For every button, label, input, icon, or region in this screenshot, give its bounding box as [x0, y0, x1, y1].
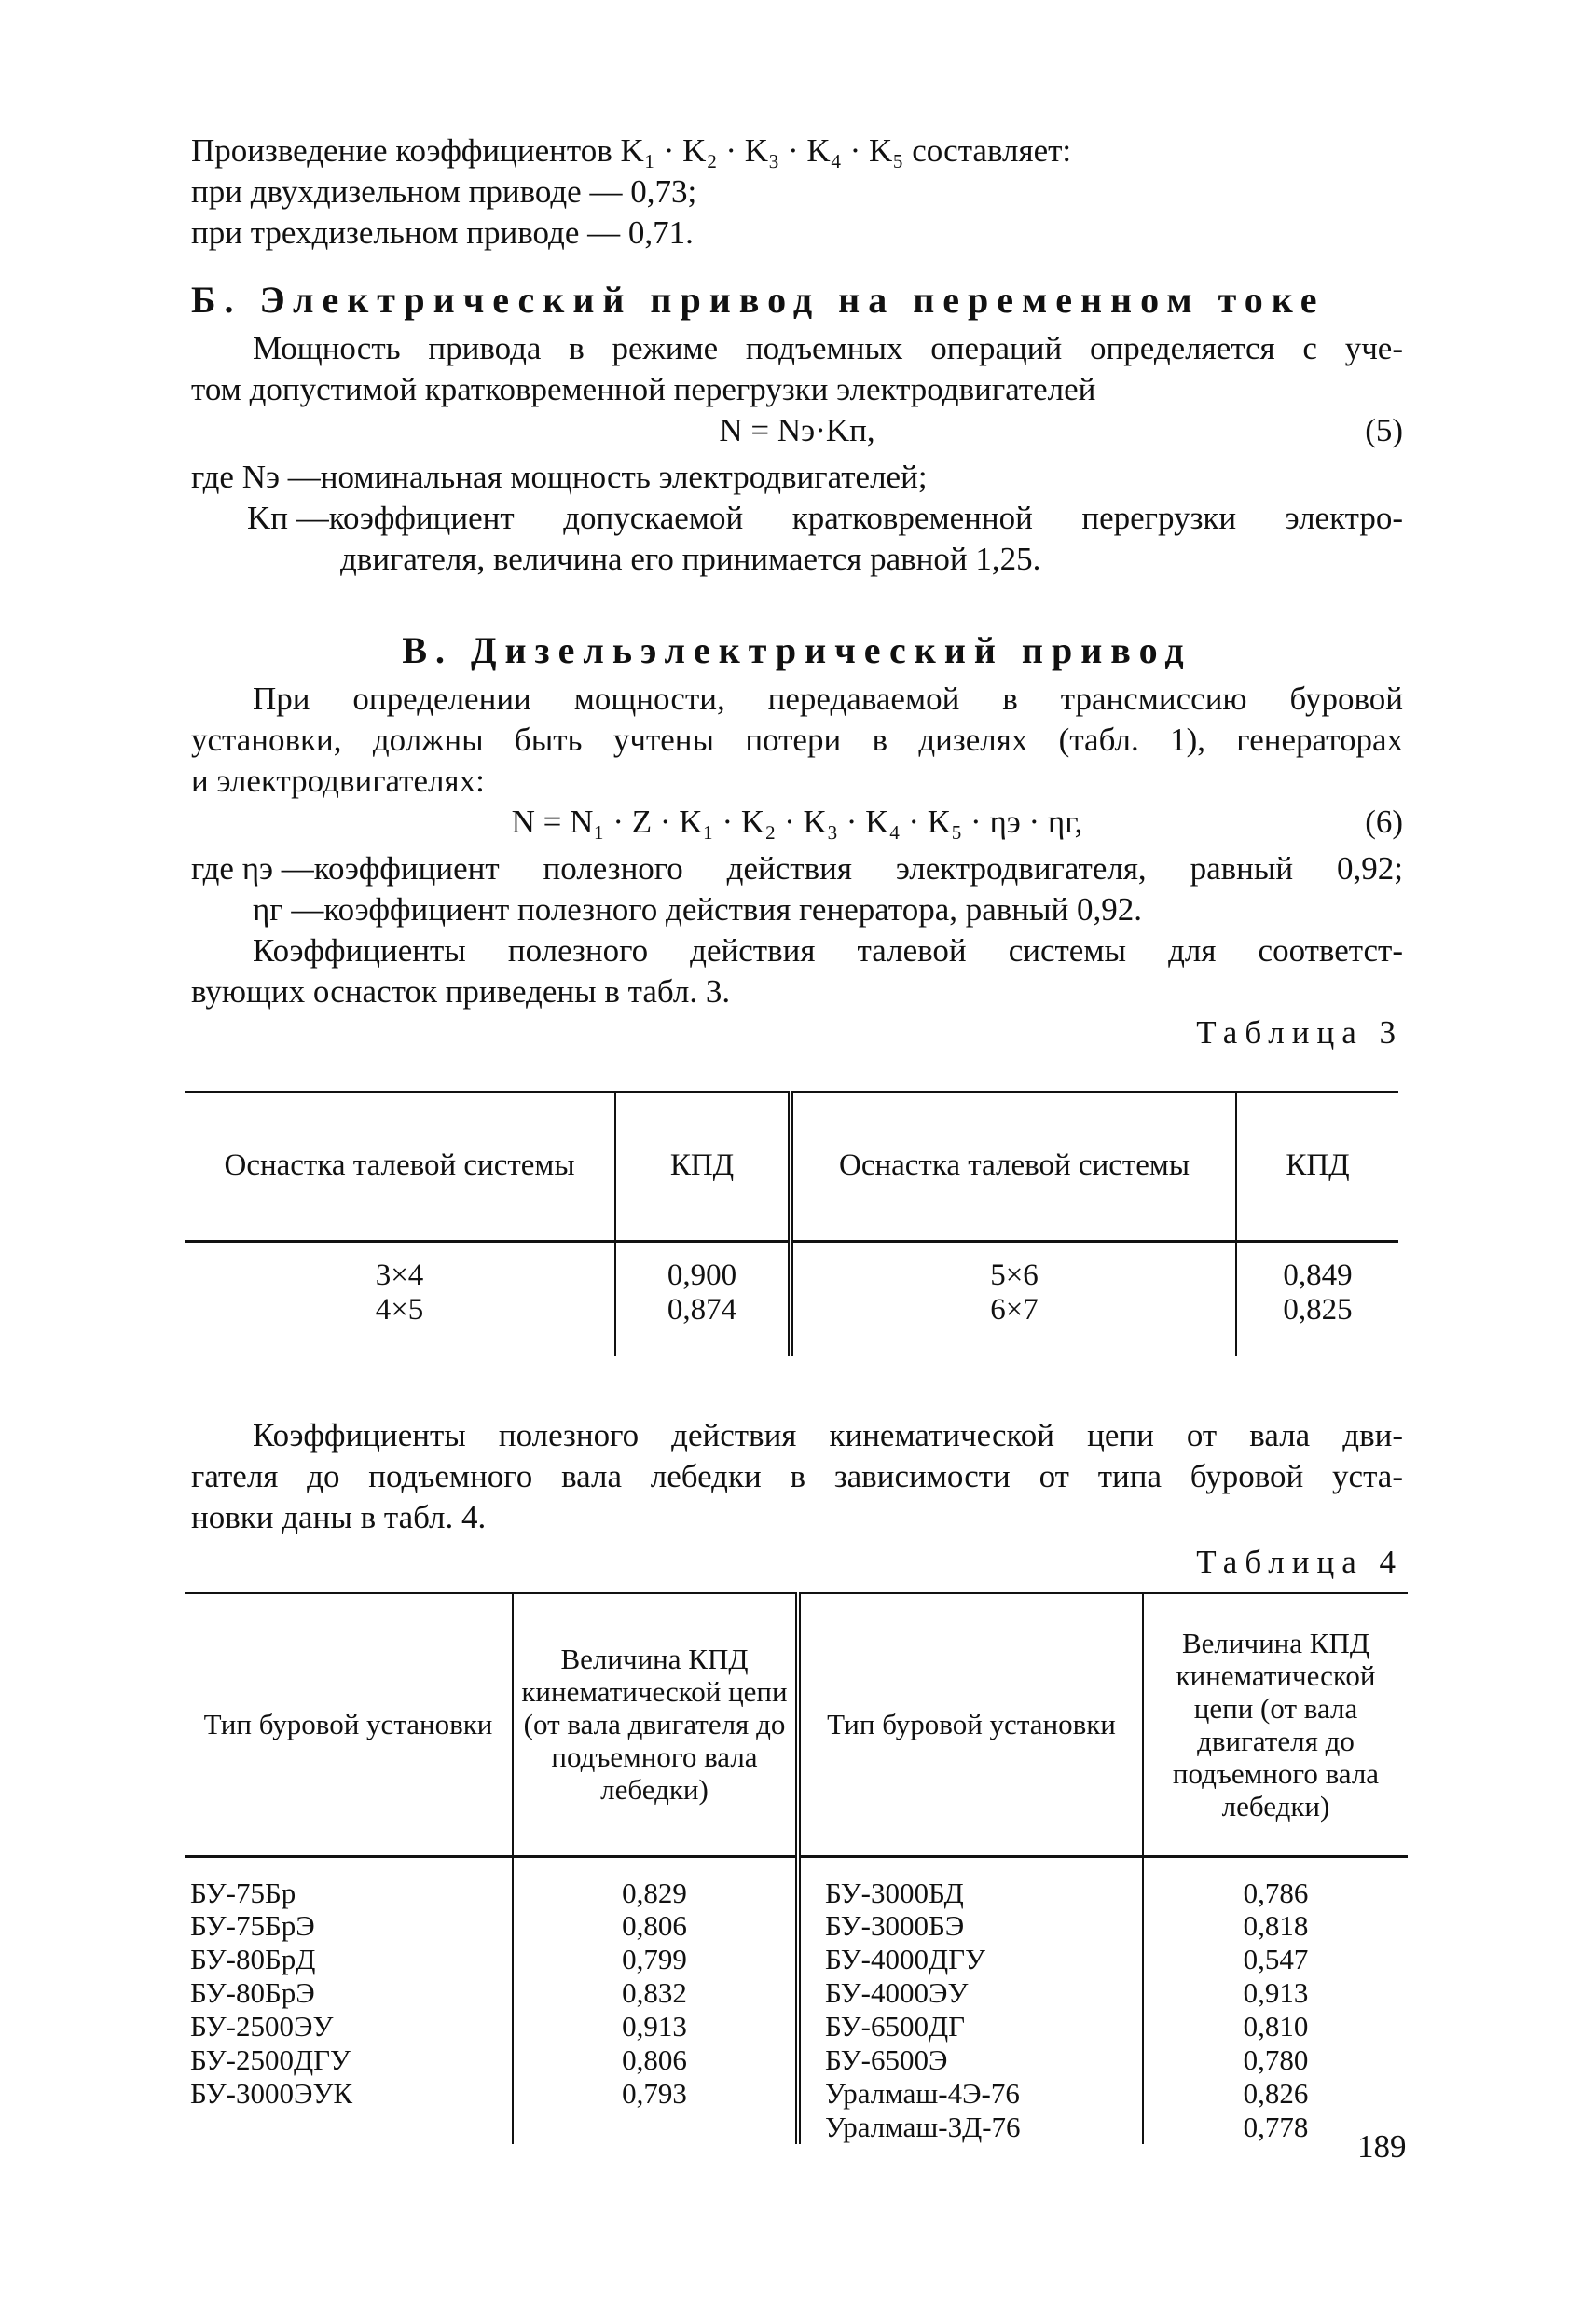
- section-v-para2-line-2: вующих оснасток приведены в табл. 3.: [191, 973, 731, 1010]
- section-v-para2-line-1: Коэффициенты полезного действия талевой системы для соответст-: [253, 932, 1403, 969]
- table-cell: 3×4: [185, 1241, 615, 1293]
- table-cell: 6×7: [791, 1293, 1236, 1356]
- table-cell: БУ-4000ЭУ: [798, 1976, 1143, 2010]
- table-row: [185, 2111, 1408, 2144]
- section-b-para-line-1: Мощность привода в режиме подъемных операций определяется с уче-: [253, 330, 1403, 366]
- table-cell: 0,778: [1243, 2111, 1309, 2143]
- intro-block: [191, 131, 1403, 254]
- section-v-heading: В. Дизельэлектрический привод: [402, 629, 1192, 671]
- table-row: [185, 2077, 1408, 2111]
- table-4-header-row: [185, 1593, 1408, 1856]
- definition-eta-e-text: коэффициент полезного действия электродвигателя, равный 0,92;: [313, 850, 1403, 887]
- table-row: [185, 2010, 1408, 2043]
- table-cell: БУ-6500ДГ: [798, 2010, 1143, 2043]
- table-cell: БУ-75БрЭ: [185, 1909, 513, 1943]
- table-cell: 0,806: [513, 2043, 798, 2077]
- table-3: [185, 1091, 1398, 1356]
- formula-6-row: [191, 802, 1403, 848]
- table-cell: 4×5: [185, 1293, 615, 1356]
- formula-6: N = N₁ · Z · K₁ · K₂ · K₃ · K₄ · K₅ · ηэ · ηг,: [511, 804, 1083, 840]
- formula-5: N = Nэ·Kп,: [719, 412, 875, 448]
- table-row: [185, 1976, 1408, 2010]
- table-cell: БУ-3000ЭУК: [185, 2077, 513, 2111]
- table-cell: БУ-6500Э: [798, 2043, 1143, 2077]
- intro-line-1: Произведение коэффициентов K₁ · K₂ · K₃ · K₄ · K₅ составляет:: [191, 132, 1072, 169]
- section-v-para-line-2: установки, должны быть учтены потери в дизелях (табл. 1), генераторах: [191, 722, 1403, 758]
- table-cell: 0,829: [513, 1856, 798, 1909]
- table-4-header-efficiency-2: Величина КПД кинематической цепи (от вала двигателя до подъемного вала лебедки): [1143, 1593, 1408, 1856]
- intro-line-2: при двухдизельном приводе — 0,73;: [191, 173, 697, 210]
- intro-line-3: при трехдизельном приводе — 0,71.: [191, 214, 694, 251]
- definition-eta-e: [191, 848, 1403, 889]
- table-4-intro-line-1: Коэффициенты полезного действия кинематической цепи от вала дви-: [253, 1417, 1403, 1453]
- table-cell: 0,825: [1283, 1293, 1353, 1327]
- formula-5-row: [191, 410, 1403, 457]
- table-cell: БУ-3000БЭ: [798, 1909, 1143, 1943]
- table-row: [185, 1293, 1398, 1356]
- table-4-intro: [191, 1415, 1403, 1583]
- table-row: [185, 1943, 1408, 1976]
- table-4-title: Таблица 4: [1196, 1544, 1403, 1580]
- table-cell: 0,793: [513, 2077, 798, 2111]
- definition-eta-g: [191, 889, 1403, 930]
- table-row: [185, 2043, 1408, 2077]
- table-cell: 0,547: [1243, 1943, 1309, 1975]
- definition-k-p: [191, 498, 1403, 539]
- table-cell: БУ-2500ЭУ: [185, 2010, 513, 2043]
- definition-n-e: [191, 457, 1403, 498]
- table-cell: 0,913: [1243, 1976, 1309, 2009]
- table-cell: Уралмаш-4Э-76: [798, 2077, 1143, 2111]
- table-cell: 0,849: [1283, 1259, 1353, 1292]
- definition-n-e-symbol: где Nэ —: [191, 459, 321, 495]
- table-cell: 0,818: [1243, 1909, 1309, 1942]
- table-cell: 0,832: [513, 1976, 798, 2010]
- table-3-header-efficiency-2: КПД: [1236, 1092, 1398, 1241]
- table-4-header-efficiency: Величина КПД кинематической цепи (от вала двигателя до подъемного вала лебедки): [513, 1593, 798, 1856]
- table-3-header-rigging-2: Оснастка талевой системы: [791, 1092, 1236, 1241]
- table-4-intro-line-2: гателя до подъемного вала лебедки в зависимости от типа буровой уста-: [191, 1458, 1403, 1494]
- section-v: [191, 630, 1403, 1053]
- table-cell: 0,810: [1243, 2010, 1309, 2043]
- section-b: [191, 280, 1403, 580]
- section-b-heading: Б. Электрический привод на переменном токе: [191, 279, 1326, 321]
- table-3-header-row: [185, 1092, 1398, 1241]
- table-cell: БУ-3000БД: [798, 1856, 1143, 1909]
- table-cell: БУ-4000ДГУ: [798, 1943, 1143, 1976]
- table-cell: 0,874: [615, 1293, 791, 1356]
- table-cell: 0,780: [1243, 2043, 1309, 2076]
- table-4: [185, 1592, 1408, 2144]
- definition-k-p-continuation: двигателя, величина его принимается равной 1,25.: [340, 541, 1041, 577]
- table-cell: 5×6: [791, 1241, 1236, 1293]
- table-cell: 0,900: [615, 1241, 791, 1293]
- page-number: 189: [1357, 2128, 1407, 2165]
- table-row: [185, 1909, 1408, 1943]
- definition-k-p-symbol: Kп —: [247, 500, 329, 536]
- section-v-para-line-1: При определении мощности, передаваемой в трансмиссию буровой: [253, 681, 1403, 717]
- table-cell: [185, 2111, 513, 2144]
- definition-eta-g-symbol: ηг —: [253, 891, 324, 928]
- table-4-header-type-2: Тип буровой установки: [798, 1593, 1143, 1856]
- table-3-title: Таблица 3: [1196, 1014, 1403, 1051]
- formula-5-number: (5): [1365, 412, 1403, 448]
- definition-eta-e-symbol: где ηэ —: [191, 850, 314, 887]
- table-row: [185, 1241, 1398, 1293]
- table-4-header-type: Тип буровой установки: [185, 1593, 513, 1856]
- table-4-intro-line-3: новки даны в табл. 4.: [191, 1499, 487, 1535]
- table-row: [185, 1856, 1408, 1909]
- section-v-para-line-3: и электродвигателях:: [191, 763, 485, 799]
- table-3-header-rigging: Оснастка талевой системы: [185, 1092, 615, 1241]
- table-cell: БУ-80БрЭ: [185, 1976, 513, 2010]
- table-cell: БУ-2500ДГУ: [185, 2043, 513, 2077]
- table-cell: 0,786: [1243, 1876, 1309, 1909]
- table-cell: 0,826: [1243, 2077, 1309, 2110]
- definition-eta-g-text: коэффициент полезного действия генератора, равный 0,92.: [323, 891, 1143, 928]
- table-cell: 0,913: [513, 2010, 798, 2043]
- table-cell: 0,806: [513, 1909, 798, 1943]
- table-cell: БУ-80БрД: [185, 1943, 513, 1976]
- formula-6-number: (6): [1365, 804, 1403, 840]
- definition-k-p-text: коэффициент допускаемой кратковременной перегрузки электро-: [328, 500, 1403, 536]
- table-cell: БУ-75Бр: [185, 1856, 513, 1909]
- table-3-header-efficiency: КПД: [615, 1092, 791, 1241]
- table-cell: [513, 2111, 798, 2144]
- table-cell: 0,799: [513, 1943, 798, 1976]
- definition-n-e-text: номинальная мощность электродвигателей;: [320, 459, 928, 495]
- table-cell: Уралмаш-3Д-76: [798, 2111, 1143, 2144]
- section-b-para-line-2: том допустимой кратковременной перегрузки электродвигателей: [191, 371, 1096, 407]
